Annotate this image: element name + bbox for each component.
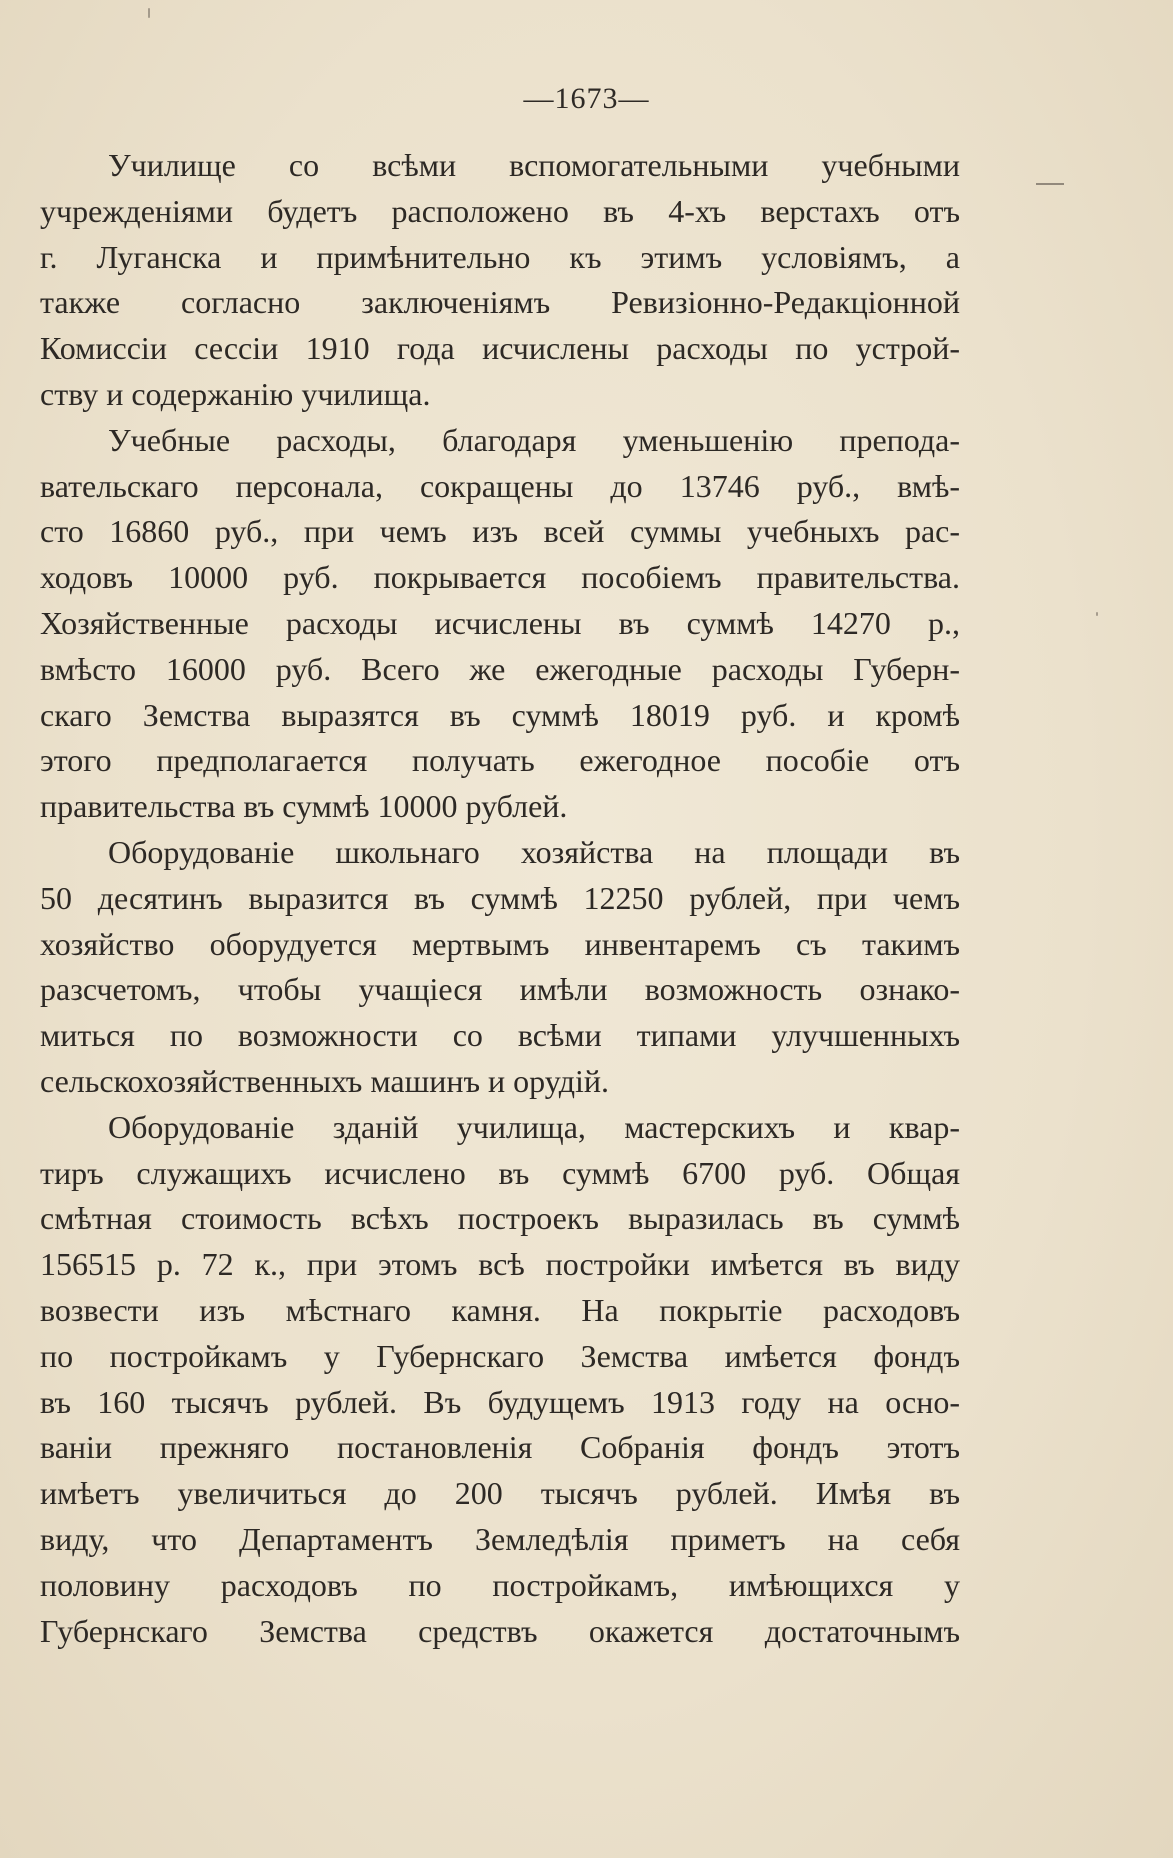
text-line: по постройкамъ у Губернскаго Земства имѣется фондъ [40,1337,960,1374]
text-line: смѣтная стоимость всѣхъ построекъ выразилась въ суммѣ [40,1200,960,1237]
text-line: Учебные расходы, благодаря уменьшенію препода- [108,421,960,458]
text-line: 50 десятинъ выразится въ суммѣ 12250 рублей, при чемъ [40,879,960,916]
text-line: вмѣсто 16000 руб. Всего же ежегодные расходы Губерн- [40,650,960,687]
text-line: въ 160 тысячъ рублей. Въ будущемъ 1913 году на осно- [40,1383,960,1420]
text-body [40,143,960,1654]
text-line: скаго Земства выразятся въ суммѣ 18019 руб. и кромѣ [40,696,960,733]
text-line: Оборудованіе зданій училища, мастерскихъ и квар- [108,1108,960,1145]
text-line: этого предполагается получать ежегодное пособіе отъ [40,742,960,779]
text-line: Губернскаго Земства средствъ окажется достаточнымъ [40,1612,960,1649]
paragraph [40,830,960,1105]
text-line: сельскохозяйственныхъ машинъ и орудій. [40,1062,609,1099]
text-line: Оборудованіе школьнаго хозяйства на площади въ [108,833,960,870]
text-line: ходовъ 10000 руб. покрывается пособіемъ правительства. [40,559,960,596]
text-line: половину расходовъ по постройкамъ, имѣющихся у [40,1566,960,1603]
page-number: —1673— [523,82,650,115]
text-line: также согласно заключеніямъ Ревизіонно-Редакціонной [40,284,960,321]
text-line: хозяйство оборудуется мертвымъ инвентаремъ съ такимъ [40,925,960,962]
text-line: Комиссіи сессіи 1910 года исчислены расходы по устрой- [40,330,960,367]
text-line: Училище со всѣми вспомогательными учебными [108,147,960,183]
paragraph [40,418,960,830]
text-line: ваніи прежняго постановленія Собранія фондъ этотъ [40,1429,960,1466]
paragraph [40,1105,960,1655]
speck [148,8,150,18]
text-line: правительства въ суммѣ 10000 рублей. [40,788,568,825]
text-line: возвести изъ мѣстнаго камня. На покрытіе расходовъ [40,1291,960,1328]
text-line: тиръ служащихъ исчислено въ суммѣ 6700 руб. Общая [40,1154,960,1191]
text-line: ству и содержанію училища. [40,375,431,412]
text-line: разсчетомъ, чтобы учащіеся имѣли возможность ознако- [40,971,960,1008]
text-line: сто 16860 руб., при чемъ изъ всей суммы учебныхъ рас- [40,513,960,550]
text-line: миться по возможности со всѣми типами улучшенныхъ [40,1017,960,1054]
text-line: 156515 р. 72 к., при этомъ всѣ постройки имѣется въ виду [40,1246,960,1283]
text-line: вательскаго персонала, сокращены до 13746 руб., вмѣ- [40,467,960,504]
text-line: виду, что Департаментъ Земледѣлія приметъ на себя [40,1520,960,1557]
text-line: г. Луганска и примѣнительно къ этимъ условіямъ, а [40,238,960,275]
margin-mark [1036,183,1064,185]
text-line: учрежденіями будетъ расположено въ 4-хъ верстахъ отъ [40,192,960,229]
paragraph [40,143,960,418]
text-line: Хозяйственные расходы исчислены въ суммѣ 14270 р., [40,604,960,641]
speck [1096,612,1098,616]
text-line: имѣетъ увеличиться до 200 тысячъ рублей. Имѣя въ [40,1475,960,1512]
